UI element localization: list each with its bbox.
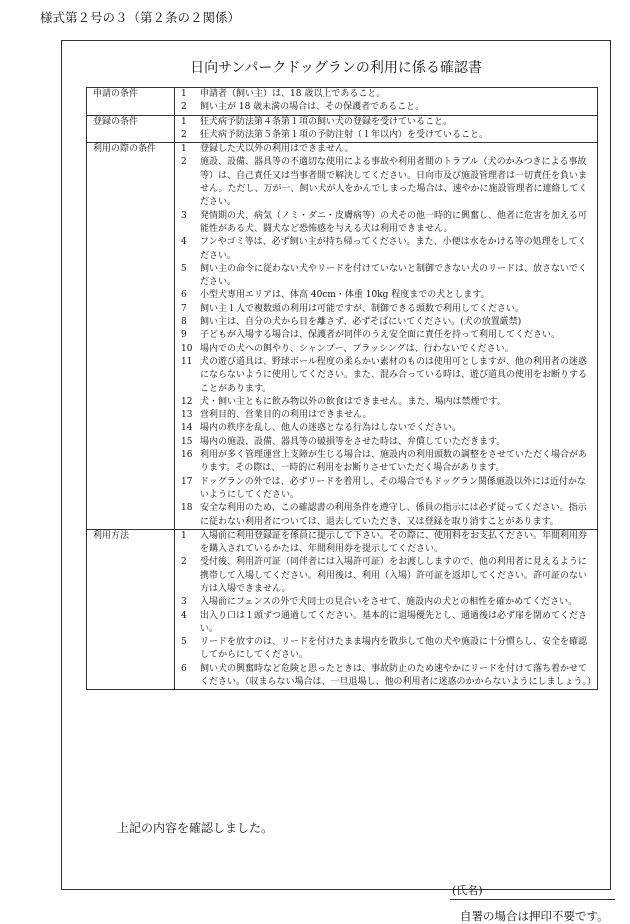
- item-number: 14: [181, 423, 193, 434]
- item-number: 16: [181, 450, 193, 461]
- item-number: 13: [181, 410, 193, 421]
- item-number: 3: [181, 210, 187, 221]
- condition-item: [178, 396, 594, 409]
- seal-note: 自署の場合は押印不要です。: [460, 909, 609, 923]
- condition-item: [178, 476, 594, 503]
- item-text: 発情期の犬、病気（ノミ・ダニ・皮膚病等）の犬その他一時的に興奮し、他者に危害を加える可能性がある犬、闘犬など恐怖感を与える犬は利用できません。: [200, 210, 588, 234]
- item-text: フンやゴミ等は、必ず飼い主が持ち帰ってください。また、小便は水をかける等の処理をしてください。: [200, 237, 587, 261]
- item-text: 犬・飼い主ともに飲み物以外の飲食はできません。また、場内は禁煙です。: [200, 396, 506, 407]
- item-text: 場内での犬への餌やり、シャンプー、ブラッシングは、行わないでください。: [200, 343, 514, 354]
- item-text: 利用が多く管理運営上支障が生じる場合は、施設内の利用頭数の調整をさせていただく場合があります。その際は、一時的に利用をお断りさせていただく場合があります。: [200, 450, 588, 474]
- condition-item: [178, 156, 594, 209]
- item-number: 18: [181, 503, 193, 514]
- item-text: ドッグランの外では、必ずリードを着用し、その場合でもドッグラン関係施設以外には近付かないようにしてください。: [200, 476, 586, 500]
- item-number: 11: [181, 356, 193, 367]
- condition-item: [178, 303, 594, 316]
- condition-item: [178, 636, 594, 663]
- item-text: 出入り口は１頭ずつ通過してください。基本的に退場優先とし、通過後は必ず扉を閉めてください。: [200, 610, 588, 634]
- condition-item: [178, 143, 594, 156]
- item-number: 8: [181, 317, 187, 328]
- section-row: [87, 115, 598, 143]
- section-content: [175, 529, 598, 690]
- item-number: 2: [181, 557, 187, 568]
- item-number: 2: [181, 102, 187, 113]
- section-label: 利用の際の条件: [87, 143, 175, 530]
- item-text: 飼い主１人で複数頭の利用は可能ですが、制御できる頭数で利用してください。: [200, 303, 525, 314]
- item-number: 4: [181, 237, 187, 248]
- item-number: 6: [181, 290, 187, 301]
- item-text: 飼い主は、自分の犬から目を離さず、必ずそばにいてください。(犬の放置厳禁): [200, 317, 522, 328]
- item-text: リードを放すのは、リードを付けたまま場内を散歩して他の犬や施設に十分慣らし、安全を確認してからにしてください。: [200, 637, 588, 661]
- item-text: 営利目的、営業目的の利用はできません。: [200, 410, 372, 421]
- item-number: 1: [181, 530, 187, 541]
- condition-item: [178, 436, 594, 449]
- condition-item: [178, 596, 594, 609]
- item-number: 1: [181, 144, 187, 155]
- section-content: [175, 88, 598, 116]
- item-text: 子どもが入場する場合は、保護者が同伴のうえ安全面に責任を持って利用してください。: [200, 330, 561, 341]
- item-text: 安全な利用のため、この確認書の利用条件を遵守し、係員の指示には必ず従ってください。指示に従わない利用者については、退去していただき、又は登録を取り消すことがあります。: [200, 503, 587, 527]
- condition-item: [178, 356, 594, 396]
- condition-item: [178, 88, 594, 101]
- item-number: 15: [181, 436, 193, 447]
- item-number: 5: [181, 637, 187, 648]
- item-number: 10: [181, 343, 193, 354]
- condition-item: [178, 610, 594, 637]
- condition-item: [178, 422, 594, 435]
- item-text: 小型犬専用エリアは、体高 40cm・体重 10kg 程度までの犬とします。: [200, 290, 490, 301]
- item-number: 17: [181, 476, 193, 487]
- document-title: 日向サンパークドッグランの利用に係る確認書: [190, 60, 482, 76]
- condition-item: [178, 263, 594, 290]
- condition-item: [178, 129, 594, 142]
- item-text: 施設、設備、器具等の不適切な使用による事故や利用者間のトラブル（犬のかみつきによる事故等）は、自己責任又は当事者間で解決してください。日向市及び施設管理者は一切責任を負いません。ただし、万が一、飼い犬が人をかんでしまった場合は、速やかに施設管理者に連絡してください。: [200, 157, 588, 208]
- condition-item: [178, 210, 594, 237]
- item-text: 場内の施設、設備、器具等の破損等をさせた時は、弁償していただきます。: [200, 436, 506, 447]
- section-label: 申請の条件: [87, 88, 175, 116]
- signature-line: [450, 899, 615, 900]
- section-row: [87, 88, 598, 116]
- item-text: 飼い主の命令に従わない犬やリードを付けていないと制御できない犬のリードは、放さないでください。: [200, 263, 588, 288]
- condition-item: [178, 101, 594, 114]
- document-frame: [61, 40, 611, 923]
- item-text: 登録した犬以外の利用はできません。: [200, 144, 354, 155]
- condition-item: [178, 116, 594, 129]
- item-number: 4: [181, 610, 187, 621]
- condition-item: [178, 556, 594, 596]
- item-number: 2: [181, 157, 187, 168]
- section-content: [175, 115, 598, 143]
- item-number: 1: [181, 89, 187, 99]
- item-number: 7: [181, 303, 187, 314]
- item-text: 狂犬病予防法第５条第１項の予防注射（１年以内）を受けていること。: [200, 129, 489, 140]
- condition-item: [178, 449, 594, 476]
- item-text: 場内の秩序を乱し、他人の迷惑となる行為はしないでください。: [200, 423, 462, 434]
- condition-item: [178, 316, 594, 329]
- item-text: 入場前にフェンスの外で犬同士の見合いをさせて、施設内の犬との相性を確かめてください。: [200, 597, 578, 608]
- item-number: 12: [181, 396, 193, 407]
- item-text: 狂犬病予防法第４条第１項の飼い犬の登録を受けていること。: [200, 116, 453, 127]
- condition-item: [178, 343, 594, 356]
- condition-item: [178, 329, 594, 342]
- item-text: 入場前に利用登録証を係員に提示して下さい。その際に、使用料をお支払ください。年間利用券を購入されているかたは、年間利用券を提示してください。: [200, 530, 588, 555]
- item-text: 飼い犬の興奮時など危険と思ったときは、事故防止のため速やかにリードを付けて落ち着かせてください。（収まらない場合は、一旦退場し、他の利用者に迷惑のかからないようにしましょう。）: [200, 663, 597, 688]
- conditions-table: [86, 87, 598, 690]
- form-number: 様式第２号の３（第２条の２関係）: [40, 10, 241, 25]
- section-row: [87, 143, 598, 530]
- item-number: 3: [181, 597, 187, 608]
- item-number: 6: [181, 663, 187, 674]
- item-number: 9: [181, 330, 187, 341]
- item-text: 犬の遊び道具は、野球ボール程度の柔らかい素材のものは使用可としますが、他の利用者の迷惑にならないように使用してください。また、混み合っている時は、遊び道具の使用をお断りすることがあります。: [200, 356, 588, 394]
- item-number: 1: [181, 116, 187, 127]
- section-label: 登録の条件: [87, 115, 175, 143]
- item-text: 受付後、利用許可証（同伴者には入場許可証）をお渡ししますので、他の利用者に見えるように携帯して入場してください。利用後は、利用（入場）許可証を返却してください。許可証のない方は入場できません。: [200, 557, 588, 594]
- name-label: (氏名): [452, 884, 483, 897]
- item-number: 2: [181, 129, 187, 140]
- section-content: [175, 143, 598, 530]
- condition-item: [178, 502, 594, 529]
- condition-item: [178, 530, 594, 557]
- condition-item: [178, 663, 597, 690]
- section-row: [87, 529, 598, 690]
- condition-item: [178, 289, 594, 302]
- item-text: 申請者（飼い主）は、18 歳以上であること。: [200, 89, 386, 99]
- condition-item: [178, 409, 594, 422]
- confirmation-statement: 上記の内容を確認しました。: [117, 821, 274, 835]
- item-text: 飼い主が 18 歳未満の場合は、その保護者であること。: [200, 102, 425, 113]
- item-number: 5: [181, 263, 187, 274]
- section-label: 利用方法: [87, 529, 175, 690]
- condition-item: [178, 236, 594, 263]
